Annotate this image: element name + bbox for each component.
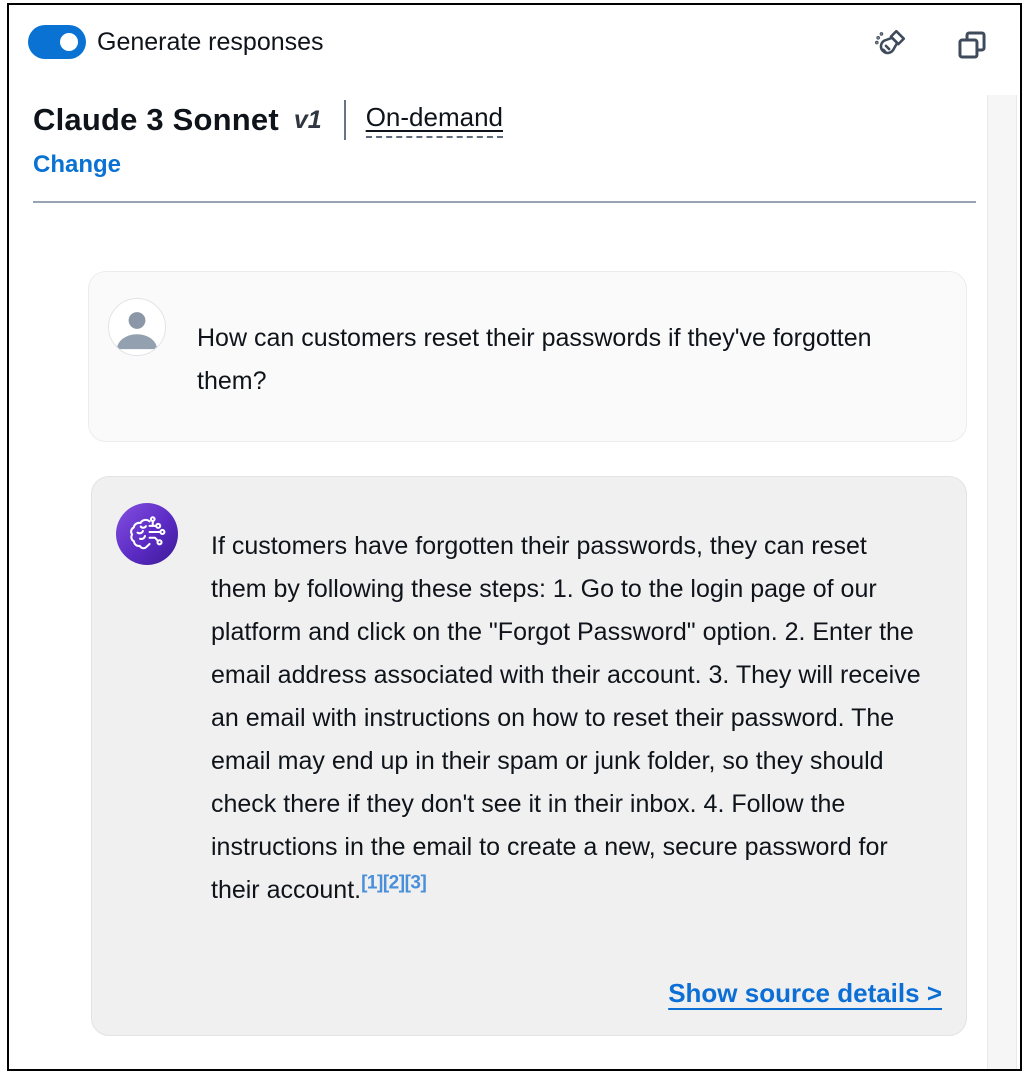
- copy-icon[interactable]: [954, 27, 990, 63]
- vertical-scrollbar[interactable]: [987, 95, 1017, 1069]
- change-model-link[interactable]: Change: [33, 151, 122, 178]
- assistant-message-bubble: [91, 476, 967, 1036]
- top-bar: [9, 5, 1020, 95]
- assistant-message-text: [211, 525, 928, 912]
- header-divider: [344, 100, 346, 140]
- citation-3[interactable]: [3]: [404, 872, 427, 894]
- citation-markers: [361, 873, 426, 894]
- model-header: [33, 100, 503, 140]
- model-version: v1: [293, 105, 322, 134]
- toggle-knob: [55, 28, 83, 56]
- playground-window: [7, 3, 1022, 1071]
- clear-broom-icon[interactable]: [872, 27, 908, 63]
- user-message-bubble: [88, 271, 967, 442]
- section-divider: [33, 201, 976, 203]
- generate-responses-label: Generate responses: [97, 28, 324, 56]
- top-bar-actions: [872, 27, 990, 63]
- citation-1[interactable]: [1]: [361, 872, 383, 894]
- assistant-text-body: If customers have forgotten their passwords, they can reset them by following these steps: 1. Go to the login page of our platform and click on the "Forgot Password" option. 2. Enter the email address associated with their account. 3. They will receive an email with instructions on how to reset their password. The email may end up in their spam or junk folder, so they should check there if they don't see it in their inbox. 4. Follow the instructions in the email to create a new, secure password for their account.: [211, 532, 921, 904]
- user-message-text: How can customers reset their passwords if they've forgotten them?: [197, 324, 872, 395]
- generate-responses-toggle[interactable]: [28, 25, 86, 59]
- model-name: Claude 3 Sonnet: [33, 102, 279, 137]
- bedrock-brain-circuit-icon: [116, 503, 178, 565]
- show-source-details-link[interactable]: Show source details >: [668, 978, 942, 1008]
- throughput-mode-link[interactable]: On-demand: [366, 102, 503, 138]
- person-icon: [108, 298, 166, 356]
- citation-2[interactable]: [2]: [382, 872, 405, 894]
